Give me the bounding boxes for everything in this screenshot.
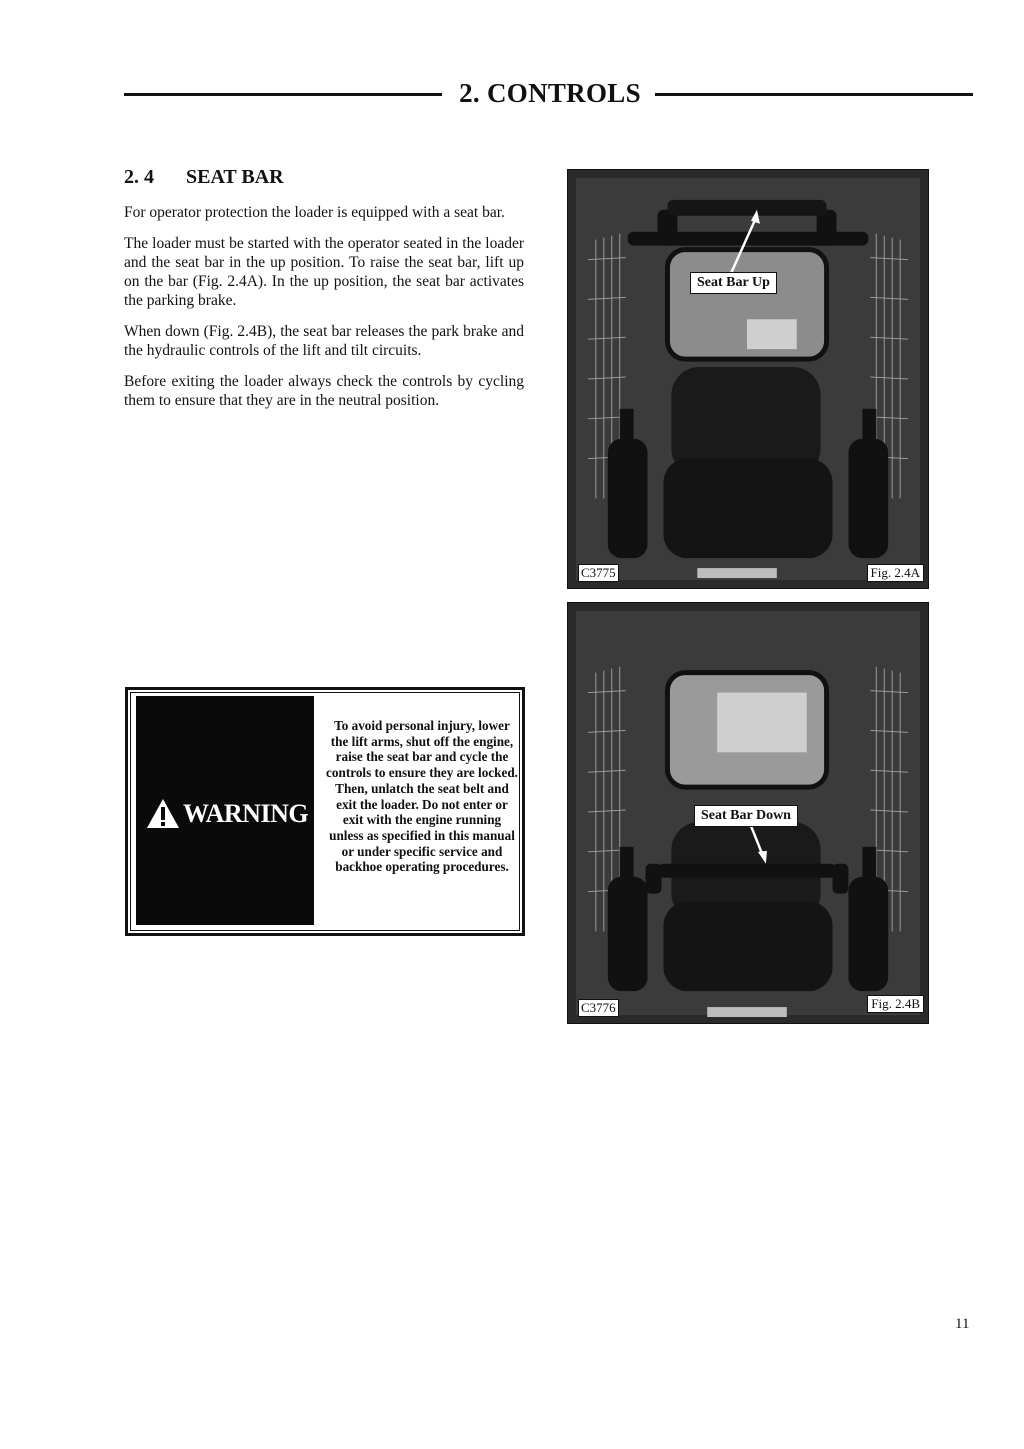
paragraph: Before exiting the loader always check the controls by cycling them to ensure that they are in the neutral position. xyxy=(124,373,524,409)
warning-triangle-icon xyxy=(146,797,180,831)
callout-seat-bar-down: Seat Bar Down xyxy=(694,805,798,827)
photo-code: C3775 xyxy=(578,564,619,582)
chapter-title: 2. CONTROLS xyxy=(459,78,641,108)
photo-seat-bar-up xyxy=(568,170,928,588)
page-number: 11 xyxy=(955,1316,970,1332)
warning-signal-panel xyxy=(136,696,314,925)
body-text xyxy=(124,203,524,422)
figure-seat-bar-up xyxy=(567,169,929,589)
warning-box xyxy=(125,687,525,936)
figure-seat-bar-down xyxy=(567,602,929,1024)
warning-message: To avoid personal injury, lower the lift arms, shut off the engine, raise the seat bar and cycle the controls to ensure they are locked. Then, unlatch the seat belt and exit the loader. Do not enter or exit with the engine running unless as specified in this manual or under specific service and backhoe operating procedures. xyxy=(326,718,518,875)
paragraph: When down (Fig. 2.4B), the seat bar releases the park brake and the hydraulic controls of the lift and tilt circuits. xyxy=(124,323,524,359)
callout-seat-bar-up: Seat Bar Up xyxy=(690,272,777,294)
warning-signal-word: WARNING xyxy=(183,799,309,828)
warning-signal xyxy=(146,796,312,832)
paragraph: For operator protection the loader is equipped with a seat bar. xyxy=(124,204,505,221)
figure-label: Fig. 2.4B xyxy=(867,995,924,1013)
section-title: SEAT BAR xyxy=(186,166,284,188)
section-number: 2. 4 xyxy=(124,166,154,188)
paragraph: The loader must be started with the operator seated in the loader and the seat bar in the up position. To raise the seat bar, lift up on the bar (Fig. 2.4A). In the up position, the seat bar activates the parking brake. xyxy=(124,235,524,309)
photo-code: C3776 xyxy=(578,999,619,1017)
header-rule-left xyxy=(124,93,442,96)
header-rule-right xyxy=(655,93,973,96)
figure-label: Fig. 2.4A xyxy=(867,564,924,582)
